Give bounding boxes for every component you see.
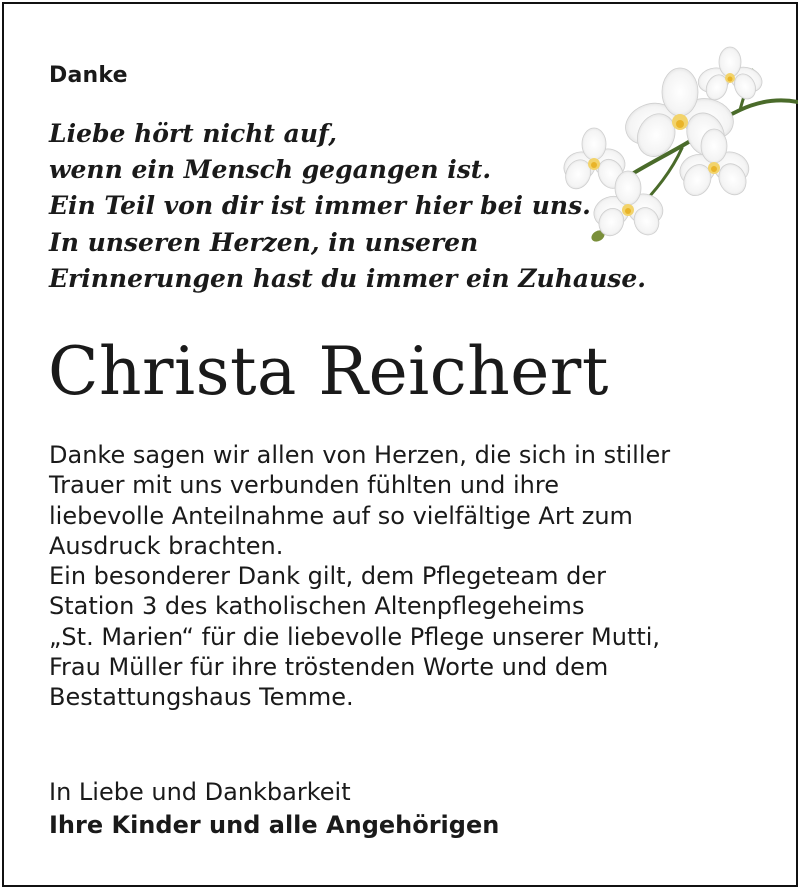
thanks-paragraph [49, 440, 789, 713]
paragraph-line: „St. Marien“ für die liebevolle Pflege unserer Mutti, [49, 622, 661, 651]
closing-phrase: In Liebe und Dankbarkeit [49, 778, 351, 806]
paragraph-line: Ein besonderer Dank gilt, dem Pflegeteam der [49, 562, 606, 591]
poem-line: Liebe hört nicht auf, [49, 119, 337, 148]
poem-line: wenn ein Mensch gegangen ist. [49, 155, 492, 185]
poem [49, 116, 649, 297]
poem-line: Ein Teil von dir ist immer hier bei uns. [49, 191, 591, 221]
paragraph-line: Danke sagen wir allen von Herzen, die sich in stiller [49, 441, 671, 469]
paragraph-line: Frau Müller für ihre tröstenden Worte und dem [49, 653, 609, 682]
deceased-name: Christa Reichert [48, 333, 609, 410]
notice-heading: Danke [49, 63, 128, 88]
closing-block [49, 776, 499, 842]
poem-line: Erinnerungen hast du immer ein Zuhause. [49, 263, 646, 293]
notice-frame [2, 2, 798, 887]
orchid-flower-icon [562, 40, 798, 250]
poem-line: In unseren Herzen, in unseren [49, 227, 479, 257]
paragraph-line: Ausdruck brachten. [49, 531, 284, 560]
signature: Ihre Kinder und alle Angehörigen [49, 811, 500, 839]
paragraph-line: Station 3 des katholischen Altenpflegeheims [49, 592, 585, 621]
paragraph-line: Bestattungshaus Temme. [49, 683, 354, 712]
paragraph-line: Trauer mit uns verbunden fühlten und ihre [49, 471, 559, 500]
paragraph-line: liebevolle Anteilnahme auf so vielfältige Art zum [49, 501, 633, 530]
